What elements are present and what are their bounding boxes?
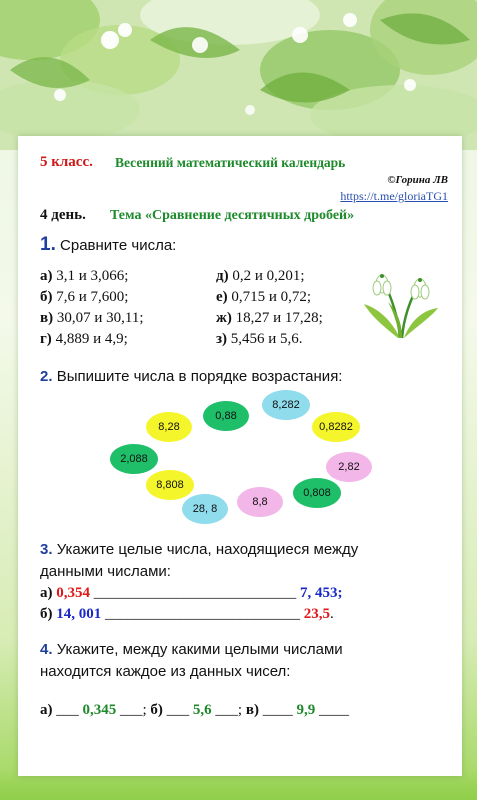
calendar-title: Весенний математический календарь [115, 155, 346, 170]
snowdrop-flower-icon [360, 264, 440, 339]
number-ellipse: 8,8 [237, 487, 283, 517]
day-label: 4 день. [40, 207, 86, 223]
number-ellipse: 2,82 [326, 452, 372, 482]
spring-leaves-background [0, 0, 477, 150]
q1-item-e: е) 0,715 и 0,72; [216, 289, 312, 305]
q1-item-d: д) 0,2 и 0,201; [216, 268, 305, 284]
answer-blank[interactable]: ____ [258, 702, 297, 718]
answer-blank[interactable]: ___; [211, 702, 246, 718]
answer-blank[interactable]: __________________________ [101, 606, 304, 622]
number-ellipse: 8,282 [262, 390, 310, 420]
answer-blank[interactable]: ___ [162, 702, 193, 718]
question-3-line-1: 3. Укажите целые числа, находящиеся между [40, 541, 359, 558]
q1-item-v: в) 30,07 и 30,11; [40, 310, 144, 326]
grade-label: 5 класс. [40, 154, 93, 170]
number-ellipse: 0,88 [203, 401, 249, 431]
number-ellipse: 0,8282 [312, 412, 360, 442]
question-3-item-b: б) 14, 001 __________________________ 23,5. [40, 606, 334, 622]
author-credit: ©Горина ЛВ [387, 174, 448, 186]
question-3-item-a: а) 0,354 ___________________________ 7, 453; [40, 585, 343, 601]
telegram-link[interactable]: https://t.me/gloriaTG1 [340, 189, 448, 203]
number-ellipse: 8,28 [146, 412, 192, 442]
q1-item-a: а) 3,1 и 3,066; [40, 268, 129, 284]
question-4-line-1: 4. Укажите, между какими целыми числами [40, 641, 343, 658]
question-4-number: 4. [40, 641, 53, 658]
answer-blank[interactable]: ___________________________ [90, 585, 300, 601]
question-2-number: 2. [40, 368, 53, 385]
answer-blank[interactable]: ___ [52, 702, 83, 718]
q1-item-zh: ж) 18,27 и 17,28; [216, 310, 323, 326]
question-1-number: 1. [40, 234, 56, 255]
q1-item-z: з) 5,456 и 5,6. [216, 331, 303, 347]
answer-blank[interactable]: ____ [315, 702, 349, 718]
q1-item-b: б) 7,6 и 7,600; [40, 289, 129, 305]
question-3-line-2: данными числами: [40, 563, 171, 580]
question-1-text: Сравните числа: [60, 237, 177, 254]
number-ellipse: 0,808 [293, 478, 341, 508]
worksheet [18, 136, 462, 776]
question-4-line-2: находится каждое из данных чисел: [40, 663, 291, 680]
topic-title: Тема «Сравнение десятичных дробей» [110, 208, 355, 223]
question-2-title [40, 368, 342, 385]
answer-blank[interactable]: ___; [116, 702, 151, 718]
q1-item-g: г) 4,889 и 4,9; [40, 331, 128, 347]
question-2-text: Выпишите числа в порядке возрастания: [56, 368, 343, 385]
number-ellipse: 28, 8 [182, 494, 228, 524]
question-3-number: 3. [40, 541, 53, 558]
question-4-answers: а) ___ 0,345 ___; б) ___ 5,6 ___; в) ____ 9,9 ____ [40, 702, 349, 718]
number-ellipse: 8,808 [146, 470, 194, 500]
number-ellipse: 2,088 [110, 444, 158, 474]
question-1-title [40, 234, 176, 256]
